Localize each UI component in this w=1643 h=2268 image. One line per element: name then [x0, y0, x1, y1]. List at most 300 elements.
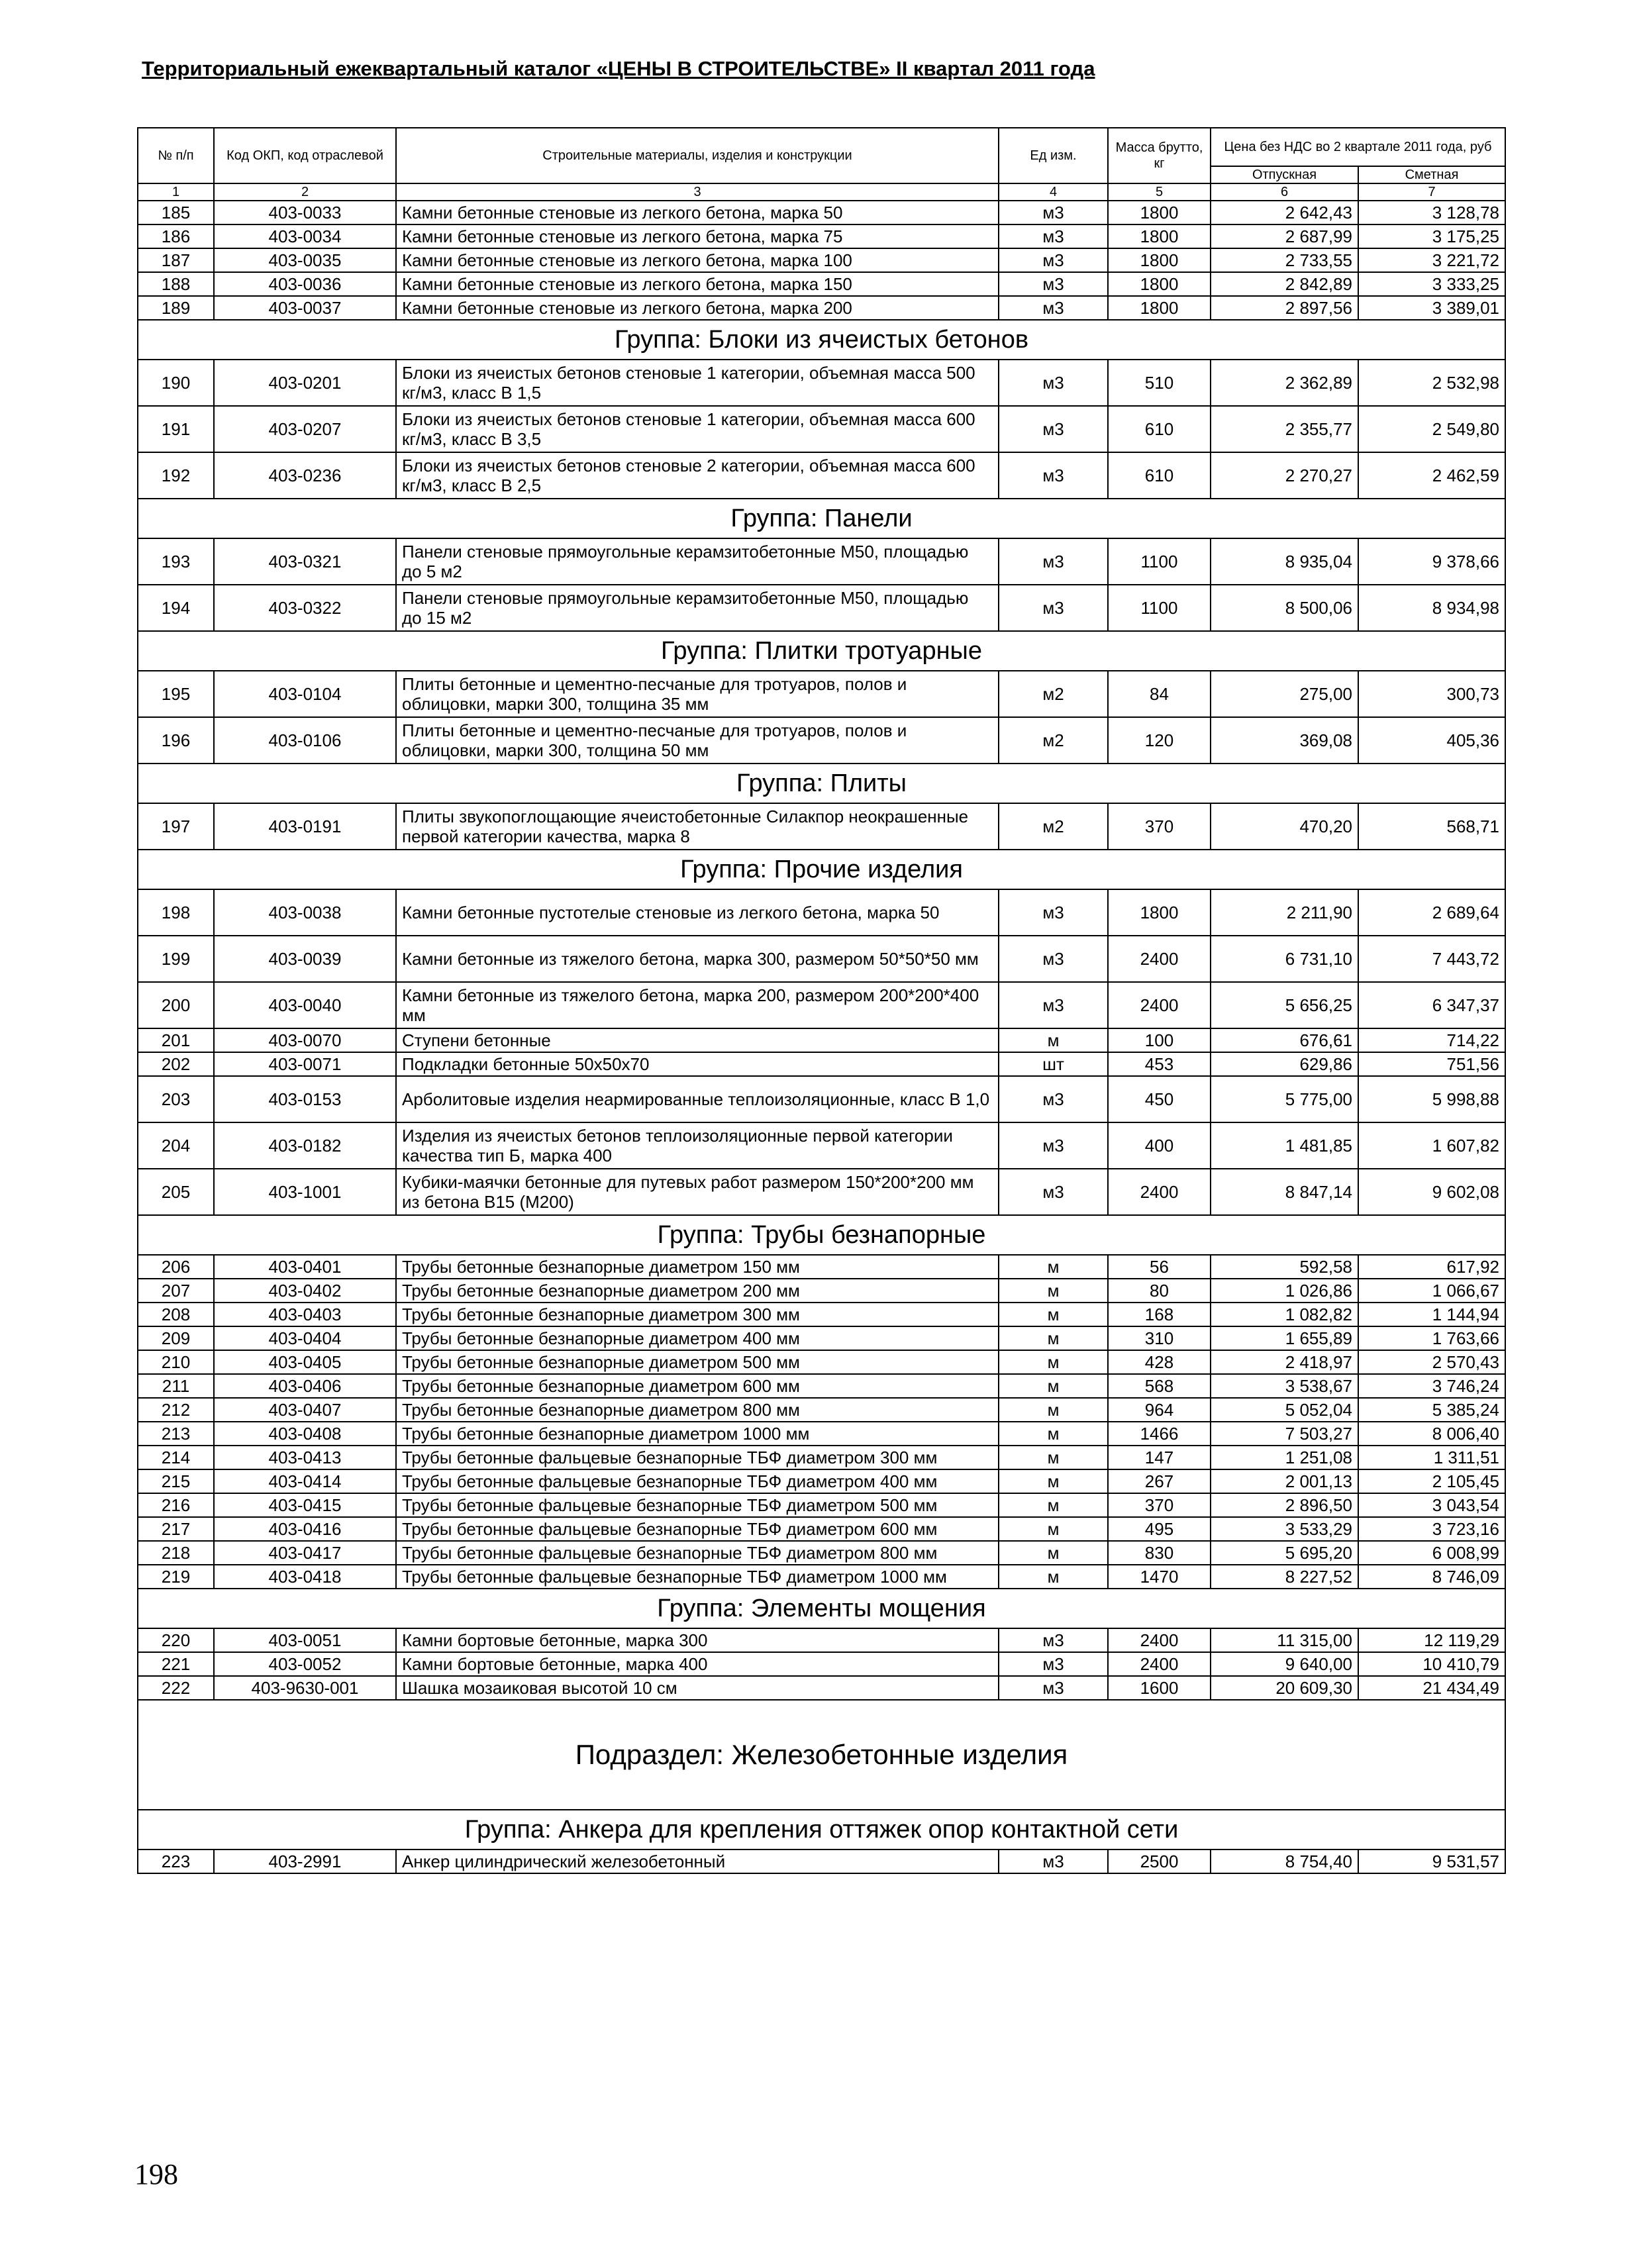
table-row [138, 1517, 1505, 1541]
table-row [138, 889, 1505, 936]
unit-of-measure: м3 [999, 406, 1108, 452]
group-row [138, 850, 1505, 889]
table-row [138, 224, 1505, 248]
okp-code: 403-0408 [214, 1422, 396, 1446]
okp-code: 403-0033 [214, 201, 396, 224]
estimate-price: 5 385,24 [1358, 1398, 1505, 1422]
price-table [137, 127, 1506, 1874]
group-title: Группа: Элементы мощения [138, 1589, 1505, 1628]
row-number: 218 [138, 1541, 214, 1565]
row-number: 191 [138, 406, 214, 452]
unit-of-measure: м2 [999, 671, 1108, 717]
table-row [138, 1493, 1505, 1517]
table-row [138, 296, 1505, 320]
okp-code: 403-0106 [214, 717, 396, 764]
okp-code: 403-0416 [214, 1517, 396, 1541]
table-row [138, 406, 1505, 452]
unit-of-measure: м [999, 1303, 1108, 1326]
okp-code: 403-0040 [214, 982, 396, 1028]
release-price: 2 270,27 [1211, 452, 1358, 499]
table-row [138, 272, 1505, 296]
release-price: 8 500,06 [1211, 585, 1358, 631]
release-price: 2 896,50 [1211, 1493, 1358, 1517]
row-number: 210 [138, 1350, 214, 1374]
okp-code: 403-0038 [214, 889, 396, 936]
column-header-price: Цена без НДС во 2 квартале 2011 года, руб [1211, 128, 1505, 166]
item-name: Трубы бетонные фальцевые безнапорные ТБФ диаметром 1000 мм [396, 1565, 999, 1589]
release-price: 470,20 [1211, 803, 1358, 850]
estimate-price: 3 043,54 [1358, 1493, 1505, 1517]
estimate-price: 1 066,67 [1358, 1279, 1505, 1303]
unit-of-measure: м2 [999, 803, 1108, 850]
gross-mass: 964 [1108, 1398, 1211, 1422]
gross-mass: 568 [1108, 1374, 1211, 1398]
row-number: 207 [138, 1279, 214, 1303]
estimate-price: 9 531,57 [1358, 1849, 1505, 1873]
unit-of-measure: м [999, 1028, 1108, 1052]
row-number: 214 [138, 1446, 214, 1469]
table-row [138, 936, 1505, 982]
okp-code: 403-0070 [214, 1028, 396, 1052]
group-row [138, 1215, 1505, 1255]
estimate-price: 8 746,09 [1358, 1565, 1505, 1589]
row-number: 219 [138, 1565, 214, 1589]
table-row [138, 1279, 1505, 1303]
group-row [138, 1589, 1505, 1628]
unit-of-measure: м3 [999, 585, 1108, 631]
row-number: 201 [138, 1028, 214, 1052]
item-name: Камни бетонные пустотелые стеновые из легкого бетона, марка 50 [396, 889, 999, 936]
group-title: Группа: Анкера для крепления оттяжек опор контактной сети [138, 1810, 1505, 1849]
column-header-unit: Ед изм. [999, 128, 1108, 183]
row-number: 202 [138, 1052, 214, 1076]
table-row [138, 1052, 1505, 1076]
item-name: Трубы бетонные безнапорные диаметром 800 мм [396, 1398, 999, 1422]
release-price: 2 362,89 [1211, 360, 1358, 406]
estimate-price: 1 763,66 [1358, 1326, 1505, 1350]
unit-of-measure: м3 [999, 1628, 1108, 1652]
table-body [138, 201, 1505, 1873]
gross-mass: 84 [1108, 671, 1211, 717]
unit-of-measure: м3 [999, 982, 1108, 1028]
group-row [138, 631, 1505, 671]
okp-code: 403-0402 [214, 1279, 396, 1303]
row-number: 206 [138, 1255, 214, 1279]
item-name: Шашка мозаиковая высотой 10 см [396, 1676, 999, 1700]
gross-mass: 147 [1108, 1446, 1211, 1469]
row-number: 187 [138, 248, 214, 272]
okp-code: 403-0034 [214, 224, 396, 248]
group-row [138, 499, 1505, 538]
unit-of-measure: м [999, 1326, 1108, 1350]
unit-of-measure: м3 [999, 1076, 1108, 1122]
group-row [138, 764, 1505, 803]
column-header-mass: Масса брутто, кг [1108, 128, 1211, 183]
release-price: 8 935,04 [1211, 538, 1358, 585]
row-number: 186 [138, 224, 214, 248]
item-name: Камни бетонные стеновые из легкого бетона, марка 150 [396, 272, 999, 296]
table-row [138, 585, 1505, 631]
unit-of-measure: м3 [999, 936, 1108, 982]
release-price: 8 847,14 [1211, 1169, 1358, 1215]
estimate-price: 12 119,29 [1358, 1628, 1505, 1652]
page-number: 198 [134, 2158, 178, 2191]
row-number: 223 [138, 1849, 214, 1873]
row-number: 200 [138, 982, 214, 1028]
release-price: 1 655,89 [1211, 1326, 1358, 1350]
estimate-price: 7 443,72 [1358, 936, 1505, 982]
column-index: 5 [1108, 183, 1211, 201]
table-row [138, 1374, 1505, 1398]
estimate-price: 3 723,16 [1358, 1517, 1505, 1541]
column-header-release-price: Отпускная [1211, 166, 1358, 183]
gross-mass: 428 [1108, 1350, 1211, 1374]
estimate-price: 2 689,64 [1358, 889, 1505, 936]
item-name: Камни бетонные стеновые из легкого бетона, марка 75 [396, 224, 999, 248]
unit-of-measure: м [999, 1422, 1108, 1446]
unit-of-measure: м [999, 1350, 1108, 1374]
estimate-price: 3 746,24 [1358, 1374, 1505, 1398]
estimate-price: 2 462,59 [1358, 452, 1505, 499]
okp-code: 403-0417 [214, 1541, 396, 1565]
item-name: Плиты бетонные и цементно-песчаные для тротуаров, полов и облицовки, марки 300, толщина 35 мм [396, 671, 999, 717]
row-number: 216 [138, 1493, 214, 1517]
okp-code: 403-0051 [214, 1628, 396, 1652]
gross-mass: 370 [1108, 803, 1211, 850]
okp-code: 403-0036 [214, 272, 396, 296]
okp-code: 403-9630-001 [214, 1676, 396, 1700]
estimate-price: 1 144,94 [1358, 1303, 1505, 1326]
gross-mass: 1800 [1108, 272, 1211, 296]
row-number: 220 [138, 1628, 214, 1652]
item-name: Блоки из ячеистых бетонов стеновые 1 категории, объемная масса 500 кг/м3, класс В 1,5 [396, 360, 999, 406]
gross-mass: 100 [1108, 1028, 1211, 1052]
release-price: 1 026,86 [1211, 1279, 1358, 1303]
row-number: 185 [138, 201, 214, 224]
item-name: Панели стеновые прямоугольные керамзитобетонные М50, площадью до 5 м2 [396, 538, 999, 585]
estimate-price: 6 008,99 [1358, 1541, 1505, 1565]
estimate-price: 568,71 [1358, 803, 1505, 850]
column-header-name: Строительные материалы, изделия и конструкции [396, 128, 999, 183]
gross-mass: 510 [1108, 360, 1211, 406]
okp-code: 403-0418 [214, 1565, 396, 1589]
estimate-price: 3 221,72 [1358, 248, 1505, 272]
gross-mass: 495 [1108, 1517, 1211, 1541]
okp-code: 403-0413 [214, 1446, 396, 1469]
item-name: Камни бетонные из тяжелого бетона, марка 300, размером 50*50*50 мм [396, 936, 999, 982]
row-number: 194 [138, 585, 214, 631]
gross-mass: 1800 [1108, 889, 1211, 936]
unit-of-measure: шт [999, 1052, 1108, 1076]
estimate-price: 2 549,80 [1358, 406, 1505, 452]
okp-code: 403-0401 [214, 1255, 396, 1279]
gross-mass: 80 [1108, 1279, 1211, 1303]
table-row [138, 1076, 1505, 1122]
item-name: Кубики-маячки бетонные для путевых работ размером 150*200*200 мм из бетона В15 (М200) [396, 1169, 999, 1215]
release-price: 1 481,85 [1211, 1122, 1358, 1169]
unit-of-measure: м [999, 1469, 1108, 1493]
estimate-price: 8 006,40 [1358, 1422, 1505, 1446]
gross-mass: 310 [1108, 1326, 1211, 1350]
unit-of-measure: м3 [999, 1169, 1108, 1215]
gross-mass: 2400 [1108, 982, 1211, 1028]
release-price: 3 533,29 [1211, 1517, 1358, 1541]
gross-mass: 1800 [1108, 201, 1211, 224]
row-number: 205 [138, 1169, 214, 1215]
table-row [138, 1122, 1505, 1169]
estimate-price: 405,36 [1358, 717, 1505, 764]
release-price: 2 733,55 [1211, 248, 1358, 272]
column-header-num: № п/п [138, 128, 214, 183]
unit-of-measure: м3 [999, 1122, 1108, 1169]
page-title: Территориальный ежеквартальный каталог «ЦЕНЫ В СТРОИТЕЛЬСТВЕ» II квартал 2011 года [142, 57, 1095, 80]
row-number: 197 [138, 803, 214, 850]
group-row [138, 320, 1505, 360]
unit-of-measure: м3 [999, 1849, 1108, 1873]
release-price: 5 052,04 [1211, 1398, 1358, 1422]
column-index: 7 [1358, 183, 1505, 201]
row-number: 212 [138, 1398, 214, 1422]
release-price: 2 211,90 [1211, 889, 1358, 936]
okp-code: 403-1001 [214, 1169, 396, 1215]
table-row [138, 248, 1505, 272]
estimate-price: 2 532,98 [1358, 360, 1505, 406]
unit-of-measure: м2 [999, 717, 1108, 764]
estimate-price: 9 602,08 [1358, 1169, 1505, 1215]
unit-of-measure: м3 [999, 1676, 1108, 1700]
okp-code: 403-0035 [214, 248, 396, 272]
row-number: 213 [138, 1422, 214, 1446]
okp-code: 403-0201 [214, 360, 396, 406]
release-price: 629,86 [1211, 1052, 1358, 1076]
table-row [138, 452, 1505, 499]
okp-code: 403-0037 [214, 296, 396, 320]
item-name: Блоки из ячеистых бетонов стеновые 1 категории, объемная масса 600 кг/м3, класс В 3,5 [396, 406, 999, 452]
group-title: Группа: Плитки тротуарные [138, 631, 1505, 671]
column-index: 3 [396, 183, 999, 201]
table-row [138, 1469, 1505, 1493]
release-price: 1 082,82 [1211, 1303, 1358, 1326]
okp-code: 403-0405 [214, 1350, 396, 1374]
item-name: Трубы бетонные фальцевые безнапорные ТБФ диаметром 300 мм [396, 1446, 999, 1469]
row-number: 204 [138, 1122, 214, 1169]
column-index: 6 [1211, 183, 1358, 201]
item-name: Камни бетонные стеновые из легкого бетона, марка 200 [396, 296, 999, 320]
group-row [138, 1810, 1505, 1849]
row-number: 209 [138, 1326, 214, 1350]
estimate-price: 3 175,25 [1358, 224, 1505, 248]
release-price: 8 754,40 [1211, 1849, 1358, 1873]
unit-of-measure: м [999, 1541, 1108, 1565]
estimate-price: 1 607,82 [1358, 1122, 1505, 1169]
unit-of-measure: м3 [999, 248, 1108, 272]
estimate-price: 3 128,78 [1358, 201, 1505, 224]
column-index: 4 [999, 183, 1108, 201]
table-row [138, 1028, 1505, 1052]
estimate-price: 2 105,45 [1358, 1469, 1505, 1493]
gross-mass: 1466 [1108, 1422, 1211, 1446]
estimate-price: 3 333,25 [1358, 272, 1505, 296]
table-row [138, 1169, 1505, 1215]
row-number: 222 [138, 1676, 214, 1700]
estimate-price: 714,22 [1358, 1028, 1505, 1052]
item-name: Трубы бетонные фальцевые безнапорные ТБФ диаметром 600 мм [396, 1517, 999, 1541]
gross-mass: 2400 [1108, 936, 1211, 982]
table-row [138, 1628, 1505, 1652]
item-name: Камни бетонные стеновые из легкого бетона, марка 50 [396, 201, 999, 224]
table-row [138, 1255, 1505, 1279]
okp-code: 403-0407 [214, 1398, 396, 1422]
column-index: 1 [138, 183, 214, 201]
release-price: 369,08 [1211, 717, 1358, 764]
item-name: Арболитовые изделия неармированные теплоизоляционные, класс В 1,0 [396, 1076, 999, 1122]
item-name: Анкер цилиндрический железобетонный [396, 1849, 999, 1873]
item-name: Трубы бетонные безнапорные диаметром 600 мм [396, 1374, 999, 1398]
table-row [138, 201, 1505, 224]
release-price: 2 687,99 [1211, 224, 1358, 248]
unit-of-measure: м3 [999, 889, 1108, 936]
release-price: 3 538,67 [1211, 1374, 1358, 1398]
release-price: 9 640,00 [1211, 1652, 1358, 1676]
unit-of-measure: м3 [999, 224, 1108, 248]
okp-code: 403-0153 [214, 1076, 396, 1122]
gross-mass: 2400 [1108, 1169, 1211, 1215]
okp-code: 403-0415 [214, 1493, 396, 1517]
row-number: 188 [138, 272, 214, 296]
item-name: Трубы бетонные безнапорные диаметром 150 мм [396, 1255, 999, 1279]
item-name: Трубы бетонные безнапорные диаметром 300 мм [396, 1303, 999, 1326]
gross-mass: 120 [1108, 717, 1211, 764]
gross-mass: 1600 [1108, 1676, 1211, 1700]
okp-code: 403-0403 [214, 1303, 396, 1326]
item-name: Трубы бетонные безнапорные диаметром 1000 мм [396, 1422, 999, 1446]
row-number: 195 [138, 671, 214, 717]
table-row [138, 1541, 1505, 1565]
gross-mass: 1800 [1108, 248, 1211, 272]
release-price: 8 227,52 [1211, 1565, 1358, 1589]
okp-code: 403-0039 [214, 936, 396, 982]
release-price: 676,61 [1211, 1028, 1358, 1052]
gross-mass: 2400 [1108, 1652, 1211, 1676]
row-number: 190 [138, 360, 214, 406]
release-price: 6 731,10 [1211, 936, 1358, 982]
okp-code: 403-0191 [214, 803, 396, 850]
okp-code: 403-0406 [214, 1374, 396, 1398]
release-price: 2 001,13 [1211, 1469, 1358, 1493]
row-number: 198 [138, 889, 214, 936]
column-index: 2 [214, 183, 396, 201]
unit-of-measure: м [999, 1255, 1108, 1279]
estimate-price: 10 410,79 [1358, 1652, 1505, 1676]
table-row [138, 1676, 1505, 1700]
item-name: Камни бетонные из тяжелого бетона, марка 200, размером 200*200*400 мм [396, 982, 999, 1028]
group-title: Группа: Плиты [138, 764, 1505, 803]
okp-code: 403-0207 [214, 406, 396, 452]
group-title: Группа: Панели [138, 499, 1505, 538]
table-row [138, 1446, 1505, 1469]
gross-mass: 2400 [1108, 1628, 1211, 1652]
table-row [138, 1350, 1505, 1374]
release-price: 2 355,77 [1211, 406, 1358, 452]
column-header-estimate-price: Сметная [1358, 166, 1505, 183]
item-name: Камни бортовые бетонные, марка 400 [396, 1652, 999, 1676]
okp-code: 403-2991 [214, 1849, 396, 1873]
item-name: Плиты бетонные и цементно-песчаные для тротуаров, полов и облицовки, марки 300, толщина 50 мм [396, 717, 999, 764]
release-price: 2 418,97 [1211, 1350, 1358, 1374]
estimate-price: 2 570,43 [1358, 1350, 1505, 1374]
item-name: Камни бортовые бетонные, марка 300 [396, 1628, 999, 1652]
table-row [138, 803, 1505, 850]
okp-code: 403-0104 [214, 671, 396, 717]
item-name: Ступени бетонные [396, 1028, 999, 1052]
group-title: Группа: Трубы безнапорные [138, 1215, 1505, 1255]
release-price: 592,58 [1211, 1255, 1358, 1279]
item-name: Панели стеновые прямоугольные керамзитобетонные М50, площадью до 15 м2 [396, 585, 999, 631]
okp-code: 403-0404 [214, 1326, 396, 1350]
item-name: Трубы бетонные фальцевые безнапорные ТБФ диаметром 400 мм [396, 1469, 999, 1493]
row-number: 193 [138, 538, 214, 585]
column-index-row [138, 183, 1505, 201]
item-name: Трубы бетонные безнапорные диаметром 200 мм [396, 1279, 999, 1303]
unit-of-measure: м3 [999, 272, 1108, 296]
estimate-price: 617,92 [1358, 1255, 1505, 1279]
unit-of-measure: м [999, 1398, 1108, 1422]
row-number: 221 [138, 1652, 214, 1676]
unit-of-measure: м3 [999, 296, 1108, 320]
estimate-price: 6 347,37 [1358, 982, 1505, 1028]
unit-of-measure: м3 [999, 360, 1108, 406]
row-number: 199 [138, 936, 214, 982]
gross-mass: 1470 [1108, 1565, 1211, 1589]
okp-code: 403-0322 [214, 585, 396, 631]
item-name: Трубы бетонные безнапорные диаметром 400 мм [396, 1326, 999, 1350]
subsection-row [138, 1700, 1505, 1810]
row-number: 196 [138, 717, 214, 764]
gross-mass: 610 [1108, 452, 1211, 499]
row-number: 217 [138, 1517, 214, 1541]
table-row [138, 717, 1505, 764]
release-price: 5 656,25 [1211, 982, 1358, 1028]
release-price: 1 251,08 [1211, 1446, 1358, 1469]
estimate-price: 8 934,98 [1358, 585, 1505, 631]
unit-of-measure: м3 [999, 201, 1108, 224]
item-name: Подкладки бетонные 50х50х70 [396, 1052, 999, 1076]
row-number: 215 [138, 1469, 214, 1493]
okp-code: 403-0182 [214, 1122, 396, 1169]
release-price: 20 609,30 [1211, 1676, 1358, 1700]
row-number: 189 [138, 296, 214, 320]
okp-code: 403-0321 [214, 538, 396, 585]
table-row [138, 1652, 1505, 1676]
row-number: 208 [138, 1303, 214, 1326]
gross-mass: 400 [1108, 1122, 1211, 1169]
gross-mass: 1100 [1108, 585, 1211, 631]
item-name: Трубы бетонные безнапорные диаметром 500 мм [396, 1350, 999, 1374]
unit-of-measure: м3 [999, 452, 1108, 499]
release-price: 2 842,89 [1211, 272, 1358, 296]
group-title: Группа: Блоки из ячеистых бетонов [138, 320, 1505, 360]
table-row [138, 1398, 1505, 1422]
item-name: Плиты звукопоглощающие ячеистобетонные Силакпор неокрашенные первой категории качества, марка 8 [396, 803, 999, 850]
release-price: 2 897,56 [1211, 296, 1358, 320]
table-row [138, 1565, 1505, 1589]
table-row [138, 671, 1505, 717]
okp-code: 403-0052 [214, 1652, 396, 1676]
item-name: Камни бетонные стеновые из легкого бетона, марка 100 [396, 248, 999, 272]
gross-mass: 1800 [1108, 296, 1211, 320]
release-price: 275,00 [1211, 671, 1358, 717]
estimate-price: 5 998,88 [1358, 1076, 1505, 1122]
